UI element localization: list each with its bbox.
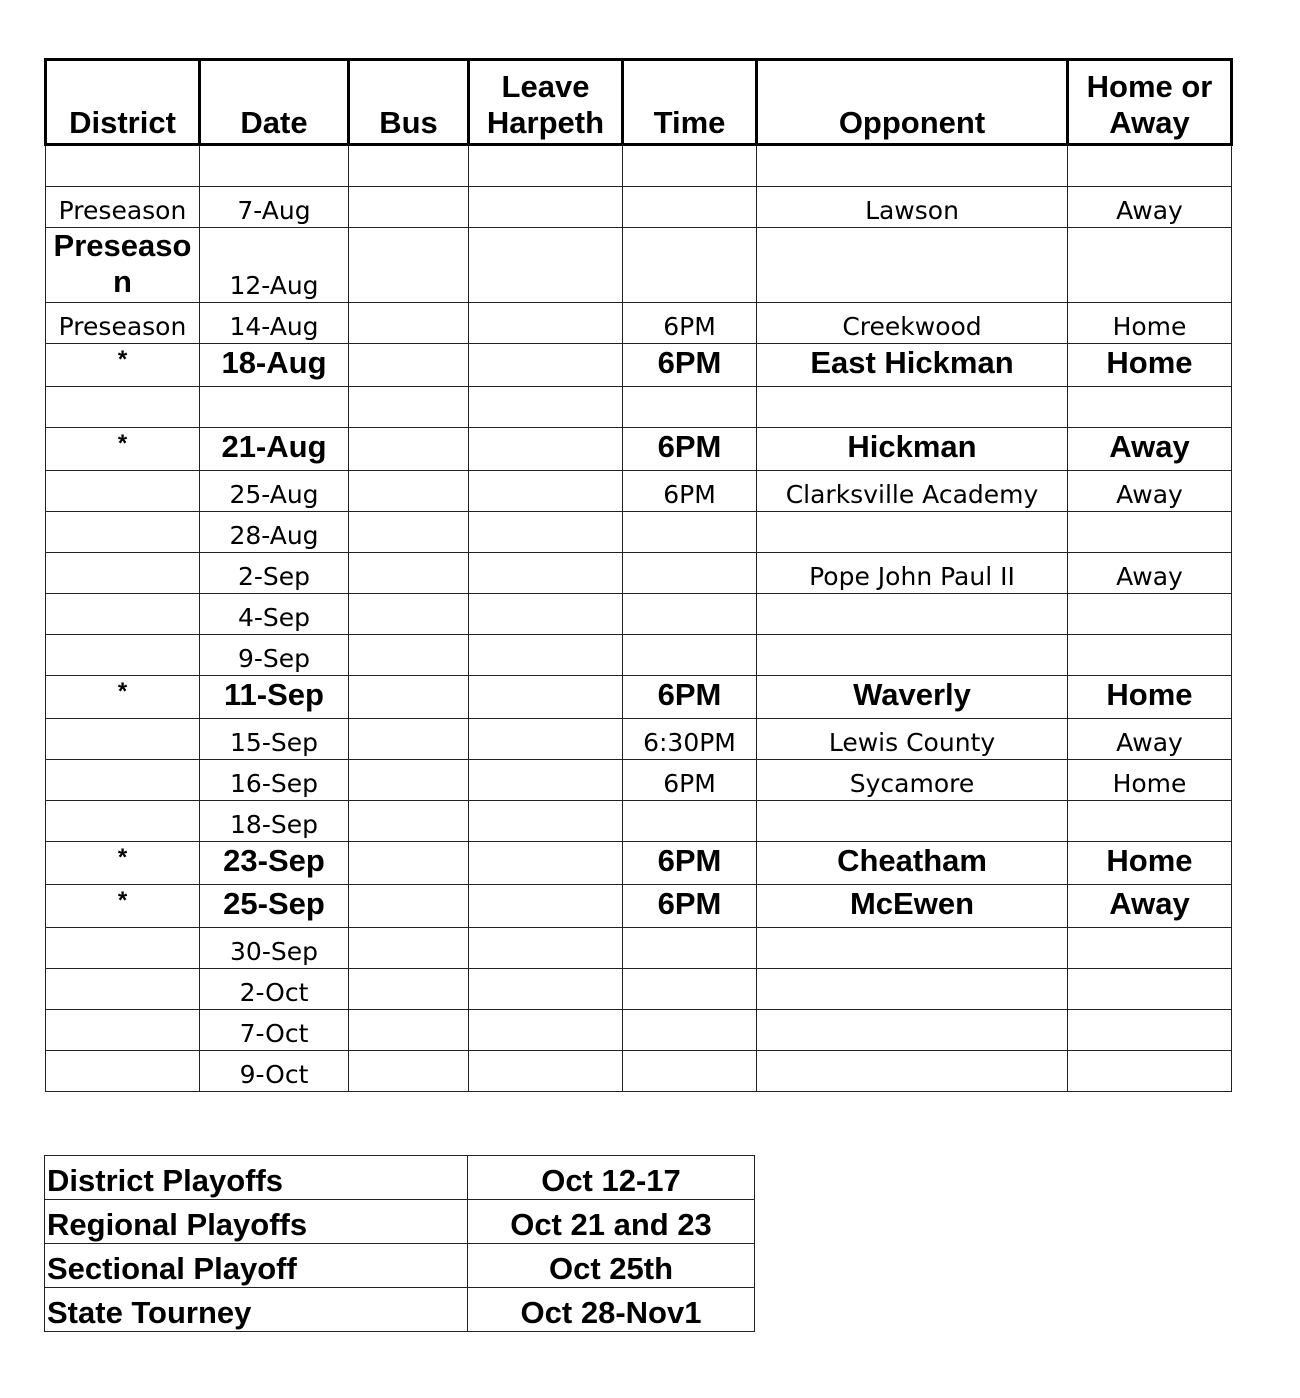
cell-opponent: Waverly [757,676,1068,719]
table-row [46,145,1232,187]
cell-bus [349,553,469,594]
cell-district [46,553,200,594]
cell-opponent: Hickman [757,428,1068,471]
cell-time: 6PM [623,428,757,471]
cell-bus [349,594,469,635]
playoff-dates: Oct 28-Nov1 [468,1288,755,1332]
cell-time [623,1010,757,1051]
table-row [46,801,1232,842]
cell-date: 7-Oct [200,1010,349,1051]
cell-district [46,145,200,187]
cell-date: 4-Sep [200,594,349,635]
playoff-dates: Oct 21 and 23 [468,1200,755,1244]
cell-bus [349,428,469,471]
cell-leave-harpeth [469,512,623,553]
cell-opponent [757,928,1068,969]
cell-leave-harpeth [469,387,623,428]
cell-leave-harpeth [469,1010,623,1051]
schedule-body [46,145,1232,1092]
cell-home-or-away [1068,1051,1232,1092]
header-date: Date [200,60,349,145]
cell-time: 6PM [623,303,757,344]
cell-opponent [757,594,1068,635]
table-row [46,428,1232,471]
header-row [46,60,1232,145]
cell-time: 6PM [623,471,757,512]
cell-district [46,760,200,801]
table-row [46,635,1232,676]
cell-district [46,512,200,553]
cell-leave-harpeth [469,928,623,969]
table-row [46,594,1232,635]
cell-opponent [757,801,1068,842]
cell-district [46,969,200,1010]
cell-date: 9-Sep [200,635,349,676]
header-time: Time [623,60,757,145]
cell-bus [349,885,469,928]
cell-leave-harpeth [469,676,623,719]
cell-opponent [757,969,1068,1010]
cell-bus [349,387,469,428]
cell-time [623,145,757,187]
cell-date: 25-Sep [200,885,349,928]
cell-leave-harpeth [469,719,623,760]
cell-time: 6PM [623,676,757,719]
cell-bus [349,760,469,801]
table-row [46,303,1232,344]
cell-district: * [46,344,200,387]
cell-time: 6PM [623,842,757,885]
cell-leave-harpeth [469,885,623,928]
playoff-row [45,1200,755,1244]
playoff-label: State Tourney [45,1288,468,1332]
cell-home-or-away: Home [1068,303,1232,344]
cell-date: 7-Aug [200,187,349,228]
cell-bus [349,145,469,187]
cell-bus [349,928,469,969]
cell-district: * [46,428,200,471]
cell-date: 23-Sep [200,842,349,885]
cell-date: 12-Aug [200,228,349,303]
cell-leave-harpeth [469,553,623,594]
cell-home-or-away [1068,594,1232,635]
cell-date: 9-Oct [200,1051,349,1092]
table-row [46,676,1232,719]
cell-home-or-away: Away [1068,428,1232,471]
cell-leave-harpeth [469,187,623,228]
cell-leave-harpeth [469,428,623,471]
cell-home-or-away: Away [1068,471,1232,512]
cell-leave-harpeth [469,303,623,344]
cell-leave-harpeth [469,594,623,635]
table-row [46,969,1232,1010]
cell-time [623,635,757,676]
playoff-row [45,1156,755,1200]
cell-bus [349,1010,469,1051]
playoff-label: Regional Playoffs [45,1200,468,1244]
cell-district [46,635,200,676]
cell-time: 6PM [623,885,757,928]
cell-leave-harpeth [469,1051,623,1092]
cell-opponent: Pope John Paul II [757,553,1068,594]
cell-leave-harpeth [469,760,623,801]
playoff-label: District Playoffs [45,1156,468,1200]
table-row [46,1010,1232,1051]
cell-district [46,471,200,512]
cell-date: 30-Sep [200,928,349,969]
table-row [46,885,1232,928]
cell-home-or-away: Away [1068,553,1232,594]
cell-date: 25-Aug [200,471,349,512]
cell-home-or-away [1068,801,1232,842]
cell-opponent [757,1051,1068,1092]
cell-date: 2-Sep [200,553,349,594]
cell-home-or-away [1068,928,1232,969]
cell-time: 6PM [623,344,757,387]
table-row [46,719,1232,760]
header-opponent: Opponent [757,60,1068,145]
cell-date: 2-Oct [200,969,349,1010]
cell-district: Preseaso n [46,228,200,303]
cell-opponent [757,1010,1068,1051]
cell-district: * [46,676,200,719]
cell-opponent: Lewis County [757,719,1068,760]
cell-district [46,1010,200,1051]
cell-time [623,512,757,553]
header-leave-harpeth: Leave Harpeth [469,60,623,145]
cell-time [623,387,757,428]
table-row [46,228,1232,303]
cell-district [46,1051,200,1092]
cell-date: 15-Sep [200,719,349,760]
cell-home-or-away [1068,387,1232,428]
cell-time [623,801,757,842]
cell-time [623,594,757,635]
cell-bus [349,969,469,1010]
cell-home-or-away: Away [1068,187,1232,228]
cell-district: Preseason [46,303,200,344]
table-row [46,512,1232,553]
cell-opponent [757,145,1068,187]
cell-bus [349,719,469,760]
cell-date: 14-Aug [200,303,349,344]
cell-date: 18-Sep [200,801,349,842]
cell-time [623,969,757,1010]
cell-date: 18-Aug [200,344,349,387]
cell-date [200,387,349,428]
playoffs-body [45,1156,755,1332]
cell-date [200,145,349,187]
cell-bus [349,842,469,885]
cell-home-or-away: Home [1068,344,1232,387]
cell-bus [349,303,469,344]
cell-leave-harpeth [469,801,623,842]
cell-district: * [46,885,200,928]
cell-opponent: Clarksville Academy [757,471,1068,512]
cell-date: 28-Aug [200,512,349,553]
cell-home-or-away: Home [1068,760,1232,801]
cell-bus [349,471,469,512]
cell-home-or-away [1068,1010,1232,1051]
cell-leave-harpeth [469,969,623,1010]
table-row [46,842,1232,885]
cell-bus [349,676,469,719]
cell-opponent: McEwen [757,885,1068,928]
cell-date: 21-Aug [200,428,349,471]
cell-leave-harpeth [469,471,623,512]
cell-opponent: Creekwood [757,303,1068,344]
cell-opponent [757,635,1068,676]
cell-district: Preseason [46,187,200,228]
playoffs-table [44,1155,755,1332]
cell-district: * [46,842,200,885]
cell-home-or-away [1068,969,1232,1010]
cell-time [623,553,757,594]
cell-opponent [757,387,1068,428]
schedule-table [44,58,1233,1092]
cell-opponent: Cheatham [757,842,1068,885]
cell-time: 6PM [623,760,757,801]
cell-home-or-away [1068,228,1232,303]
cell-home-or-away: Home [1068,842,1232,885]
header-bus: Bus [349,60,469,145]
cell-bus [349,635,469,676]
cell-opponent [757,512,1068,553]
cell-bus [349,512,469,553]
playoff-dates: Oct 25th [468,1244,755,1288]
table-row [46,344,1232,387]
playoff-row [45,1288,755,1332]
cell-leave-harpeth [469,344,623,387]
table-row [46,471,1232,512]
cell-home-or-away [1068,512,1232,553]
cell-leave-harpeth [469,145,623,187]
cell-bus [349,187,469,228]
cell-time [623,228,757,303]
cell-leave-harpeth [469,635,623,676]
cell-district [46,387,200,428]
playoff-label: Sectional Playoff [45,1244,468,1288]
cell-home-or-away: Home [1068,676,1232,719]
table-row [46,187,1232,228]
cell-district [46,928,200,969]
cell-time [623,1051,757,1092]
cell-bus [349,344,469,387]
table-row [46,387,1232,428]
header-district: District [46,60,200,145]
cell-district [46,719,200,760]
cell-home-or-away: Away [1068,885,1232,928]
cell-time [623,928,757,969]
cell-home-or-away: Away [1068,719,1232,760]
table-row [46,760,1232,801]
cell-opponent: Sycamore [757,760,1068,801]
cell-district [46,801,200,842]
cell-bus [349,228,469,303]
playoff-row [45,1244,755,1288]
playoff-dates: Oct 12-17 [468,1156,755,1200]
cell-leave-harpeth [469,228,623,303]
cell-date: 11-Sep [200,676,349,719]
cell-bus [349,801,469,842]
cell-opponent: East Hickman [757,344,1068,387]
cell-home-or-away [1068,635,1232,676]
cell-home-or-away [1068,145,1232,187]
cell-time: 6:30PM [623,719,757,760]
cell-bus [349,1051,469,1092]
cell-date: 16-Sep [200,760,349,801]
table-row [46,928,1232,969]
cell-time [623,187,757,228]
table-row [46,553,1232,594]
cell-opponent: Lawson [757,187,1068,228]
table-row [46,1051,1232,1092]
header-home-or-away: Home or Away [1068,60,1232,145]
cell-opponent [757,228,1068,303]
cell-district [46,594,200,635]
cell-leave-harpeth [469,842,623,885]
